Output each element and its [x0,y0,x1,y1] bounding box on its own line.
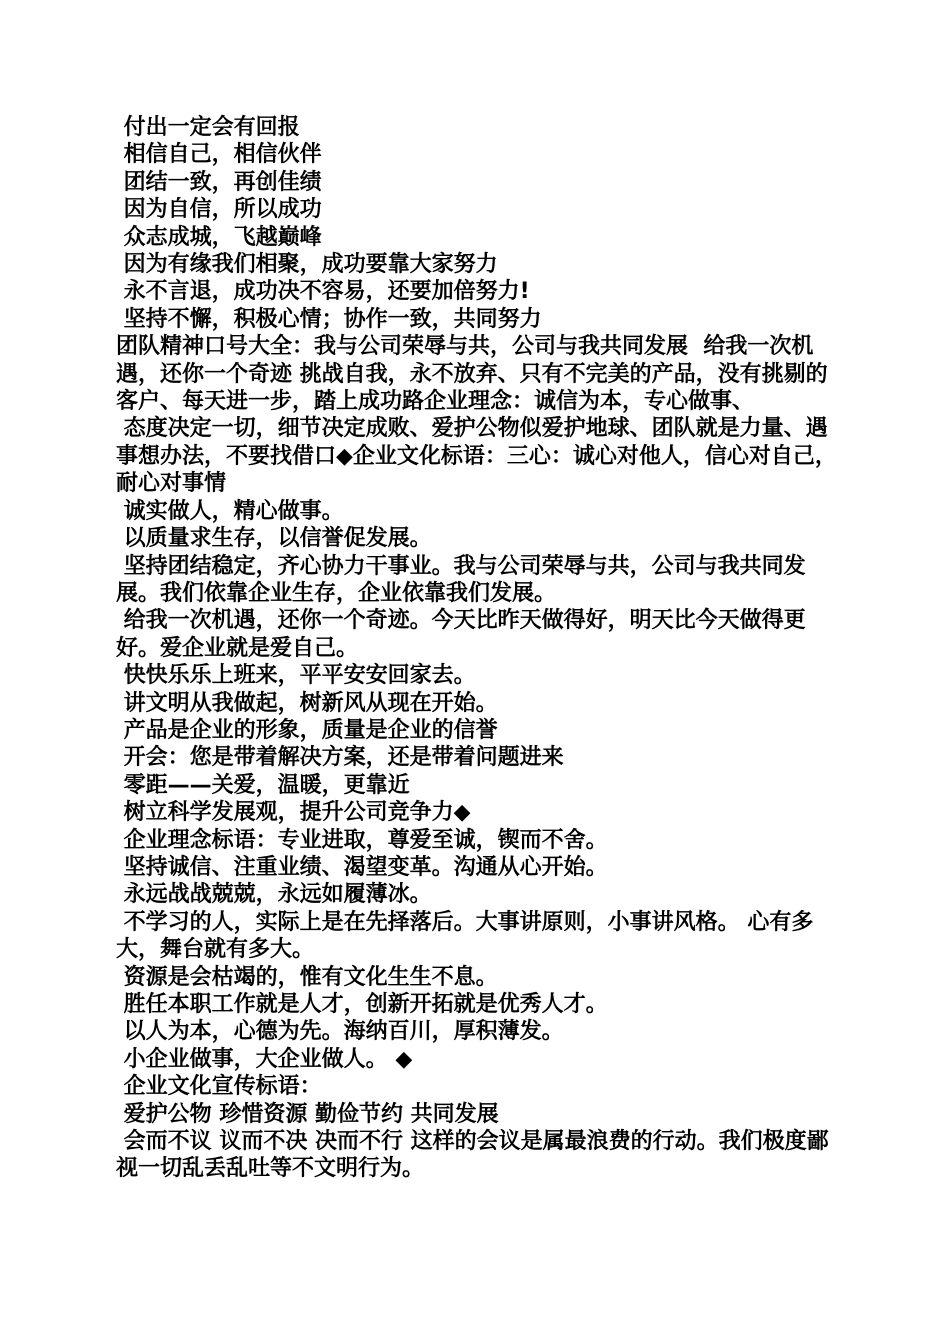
paragraph: 零距——关爱，温暖，更靠近 [116,772,410,798]
paragraph: 因为有缘我们相聚，成功要靠大家努力 [116,252,498,278]
paragraph: 态度决定一切，细节决定成败、爱护公物似爱护地球、团队就是力量、遇事想办法，不要找借口◆企业文化标语：三心：诚心对他人，信心对自己，耐心对事情 [116,416,837,497]
paragraph: 产品是企业的形象，质量是企业的信誉 [116,717,498,743]
paragraph: 树立科学发展观，提升公司竞争力◆ [116,800,471,826]
paragraph: 以质量求生存，以信誉促发展。 [116,526,432,552]
paragraph: 爱护公物 珍惜资源 勤俭节约 共同发展 [116,1101,499,1127]
paragraph: 不学习的人，实际上是在先择落后。大事讲原则，小事讲风格。 心有多大，舞台就有多大。 [116,909,814,963]
paragraph: 团队精神口号大全：我与公司荣辱与共，公司与我共同发展 给我一次机遇，还你一个奇迹 挑战自我，永不放弃、只有不完美的产品，没有挑剔的客户、每天进一步，踏上成功路企业理念：诚信为本，专心做事、 [116,334,828,415]
paragraph: 给我一次机遇，还你一个奇迹。今天比昨天做得好，明天比今天做得更好。爱企业就是爱自己。 [116,608,806,661]
paragraph: 小企业做事，大企业做人。 ◆ [116,1046,413,1072]
paragraph: 坚持不懈，积极心情；协作一致，共同努力 [116,306,542,332]
paragraph: 众志成城，飞越巅峰 [116,224,322,250]
paragraph: 以人为本，心德为先。海纳百川，厚积薄发。 [116,1019,564,1045]
paragraph: 永不言退，成功决不容易，还要加倍努力! [116,279,530,305]
paragraph: 永远战战兢兢，永远如履薄冰。 [116,882,432,908]
paragraph: 开会：您是带着解决方案，还是带着问题进来 [116,745,564,771]
paragraph: 会而不议 议而不决 决而不行 这样的会议是属最浪费的行动。我们极度鄙视一切乱丢乱吐等不文明行为。 [116,1129,829,1182]
paragraph: 坚持团结稳定，齐心协力干事业。我与公司荣辱与共，公司与我共同发展。我们依靠企业生存，企业依靠我们发展。 [116,553,806,606]
paragraph: 因为自信，所以成功 [116,197,322,223]
paragraph: 胜任本职工作就是人才，创新开拓就是优秀人才。 [116,992,608,1017]
paragraph: 诚实做人，精心做事。 [116,498,344,524]
paragraph: 相信自己，相信伙伴 [116,142,322,168]
paragraph: 付出一定会有回报 [116,115,300,140]
paragraph: 讲文明从我做起，树新风从现在开始。 [116,690,498,716]
paragraph: 企业理念标语：专业进取，尊爱至诚，锲而不舍。 [116,827,608,853]
document-page [116,114,838,1183]
paragraph: 资源是会枯竭的，惟有文化生生不息。 [116,964,498,990]
paragraph: 企业文化宣传标语： [116,1074,322,1100]
paragraph: 坚持诚信、注重业绩、渴望变革。沟通从心开始。 [116,854,608,880]
paragraph: 快快乐乐上班来，平平安安回家去。 [116,663,476,689]
paragraph: 团结一致，再创佳绩 [116,169,322,195]
